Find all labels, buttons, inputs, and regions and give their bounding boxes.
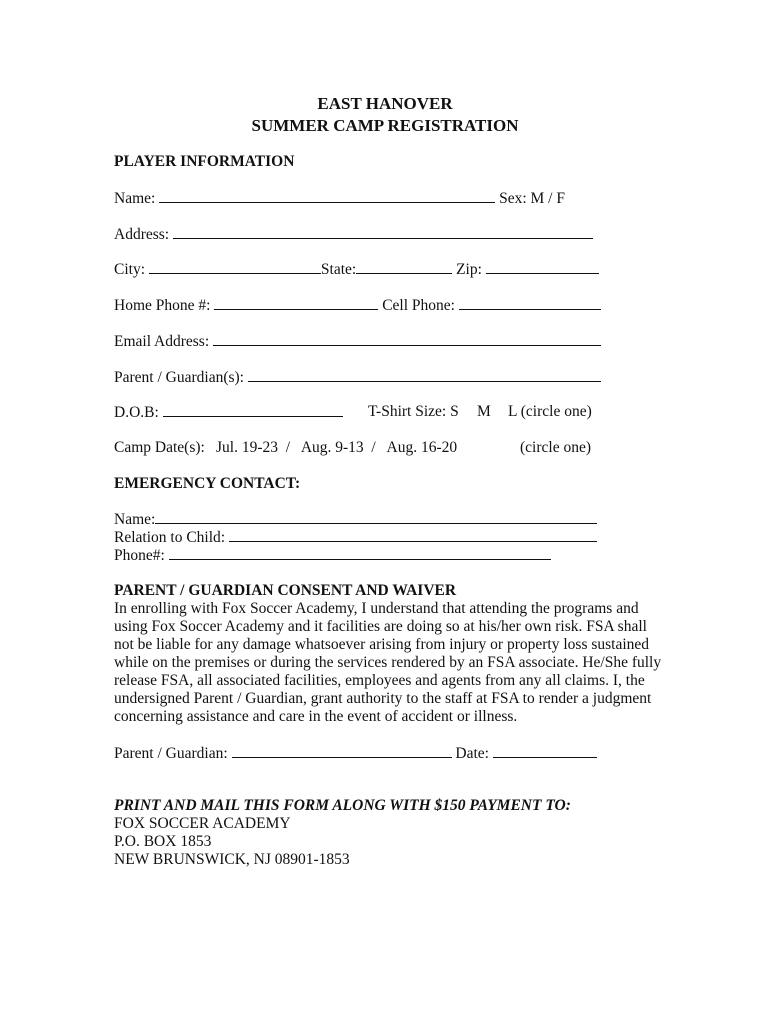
sex-label: Sex: M / F: [499, 190, 565, 207]
emergency-contact-heading: EMERGENCY CONTACT:: [114, 475, 301, 492]
guardians-line[interactable]: [248, 368, 601, 382]
waiver-text: [114, 600, 662, 726]
mailing-address-line1: FOX SOCCER ACADEMY: [114, 815, 291, 832]
waiver-line: In enrolling with Fox Soccer Academy, I understand that attending the programs and: [114, 600, 639, 617]
camp-dates-options[interactable]: Jul. 19-23 / Aug. 9-13 / Aug. 16-20: [216, 439, 458, 456]
relation-line[interactable]: [229, 528, 597, 542]
waiver-line: not be liable for any damage whatsoever arising from injury or property loss sustained: [114, 636, 650, 653]
city-line[interactable]: [149, 260, 321, 274]
guardians-label: Parent / Guardian(s):: [114, 369, 244, 386]
email-line[interactable]: [213, 332, 601, 346]
name-line[interactable]: [159, 189, 495, 203]
waiver-line: while on the premises or during the services rendered by an FSA associate. He/She fully: [114, 654, 662, 671]
guardian-signature-line[interactable]: [232, 744, 452, 758]
player-info-heading: PLAYER INFORMATION: [114, 153, 295, 170]
relation-field[interactable]: [114, 528, 597, 547]
waiver-line: release FSA, all associated facilities, employees and agents from any all claims. I, the: [114, 672, 645, 689]
waiver-line: concerning assistance and care in the event of accident or illness.: [114, 708, 518, 725]
address-field[interactable]: [114, 225, 593, 244]
emergency-name-line[interactable]: [155, 510, 597, 524]
waiver-heading: PARENT / GUARDIAN CONSENT AND WAIVER: [114, 582, 457, 599]
city-label: City:: [114, 261, 146, 278]
home-phone-label: Home Phone #:: [114, 297, 211, 314]
emergency-phone-field[interactable]: [114, 546, 551, 565]
email-label: Email Address:: [114, 333, 210, 350]
waiver-line: using Fox Soccer Academy and it facilities are doing so at his/her own risk. FSA shall: [114, 618, 647, 635]
dob-line[interactable]: [163, 403, 343, 417]
state-line[interactable]: [356, 260, 452, 274]
phone-field[interactable]: [114, 296, 601, 315]
emergency-phone-line[interactable]: [169, 546, 551, 560]
zip-label: Zip:: [456, 261, 482, 278]
zip-line[interactable]: [486, 260, 599, 274]
name-field[interactable]: [114, 189, 565, 208]
emergency-name-field[interactable]: [114, 510, 597, 529]
tshirt-size-m[interactable]: M: [477, 403, 491, 420]
camp-dates-circle-note: (circle one): [520, 439, 591, 456]
camp-dates-label: Camp Date(s):: [114, 439, 205, 456]
dob-label: D.O.B:: [114, 404, 159, 421]
address-line[interactable]: [173, 225, 593, 239]
emergency-phone-label: Phone#:: [114, 547, 165, 564]
mailing-address-line2: P.O. BOX 1853: [114, 833, 212, 850]
form-title-line2: SUMMER CAMP REGISTRATION: [251, 116, 519, 135]
tshirt-size-l[interactable]: L (circle one): [508, 403, 592, 420]
relation-label: Relation to Child:: [114, 529, 226, 546]
city-state-zip-field[interactable]: [114, 260, 599, 279]
form-title-line1: EAST HANOVER: [317, 94, 453, 113]
mailing-address-line3: NEW BRUNSWICK, NJ 08901-1853: [114, 851, 350, 868]
cell-phone-line[interactable]: [459, 296, 601, 310]
guardian-signature-field[interactable]: [114, 744, 597, 763]
state-label: State:: [320, 261, 357, 278]
cell-phone-label: Cell Phone:: [382, 297, 455, 314]
mailing-instruction: PRINT AND MAIL THIS FORM ALONG WITH $150 PAYMENT TO:: [114, 797, 571, 814]
address-label: Address:: [114, 226, 170, 243]
dob-field[interactable]: [114, 403, 343, 422]
guardian-signature-label: Parent / Guardian:: [114, 745, 228, 762]
emergency-name-label: Name:: [114, 511, 156, 528]
tshirt-size-label: T-Shirt Size: S: [368, 403, 459, 420]
email-field[interactable]: [114, 332, 601, 351]
name-label: Name:: [114, 190, 156, 207]
date-label: Date:: [455, 745, 489, 762]
home-phone-line[interactable]: [214, 296, 378, 310]
date-line[interactable]: [493, 744, 597, 758]
guardians-field[interactable]: [114, 368, 601, 387]
waiver-line: undersigned Parent / Guardian, grant authority to the staff at FSA to render a judgment: [114, 690, 652, 707]
